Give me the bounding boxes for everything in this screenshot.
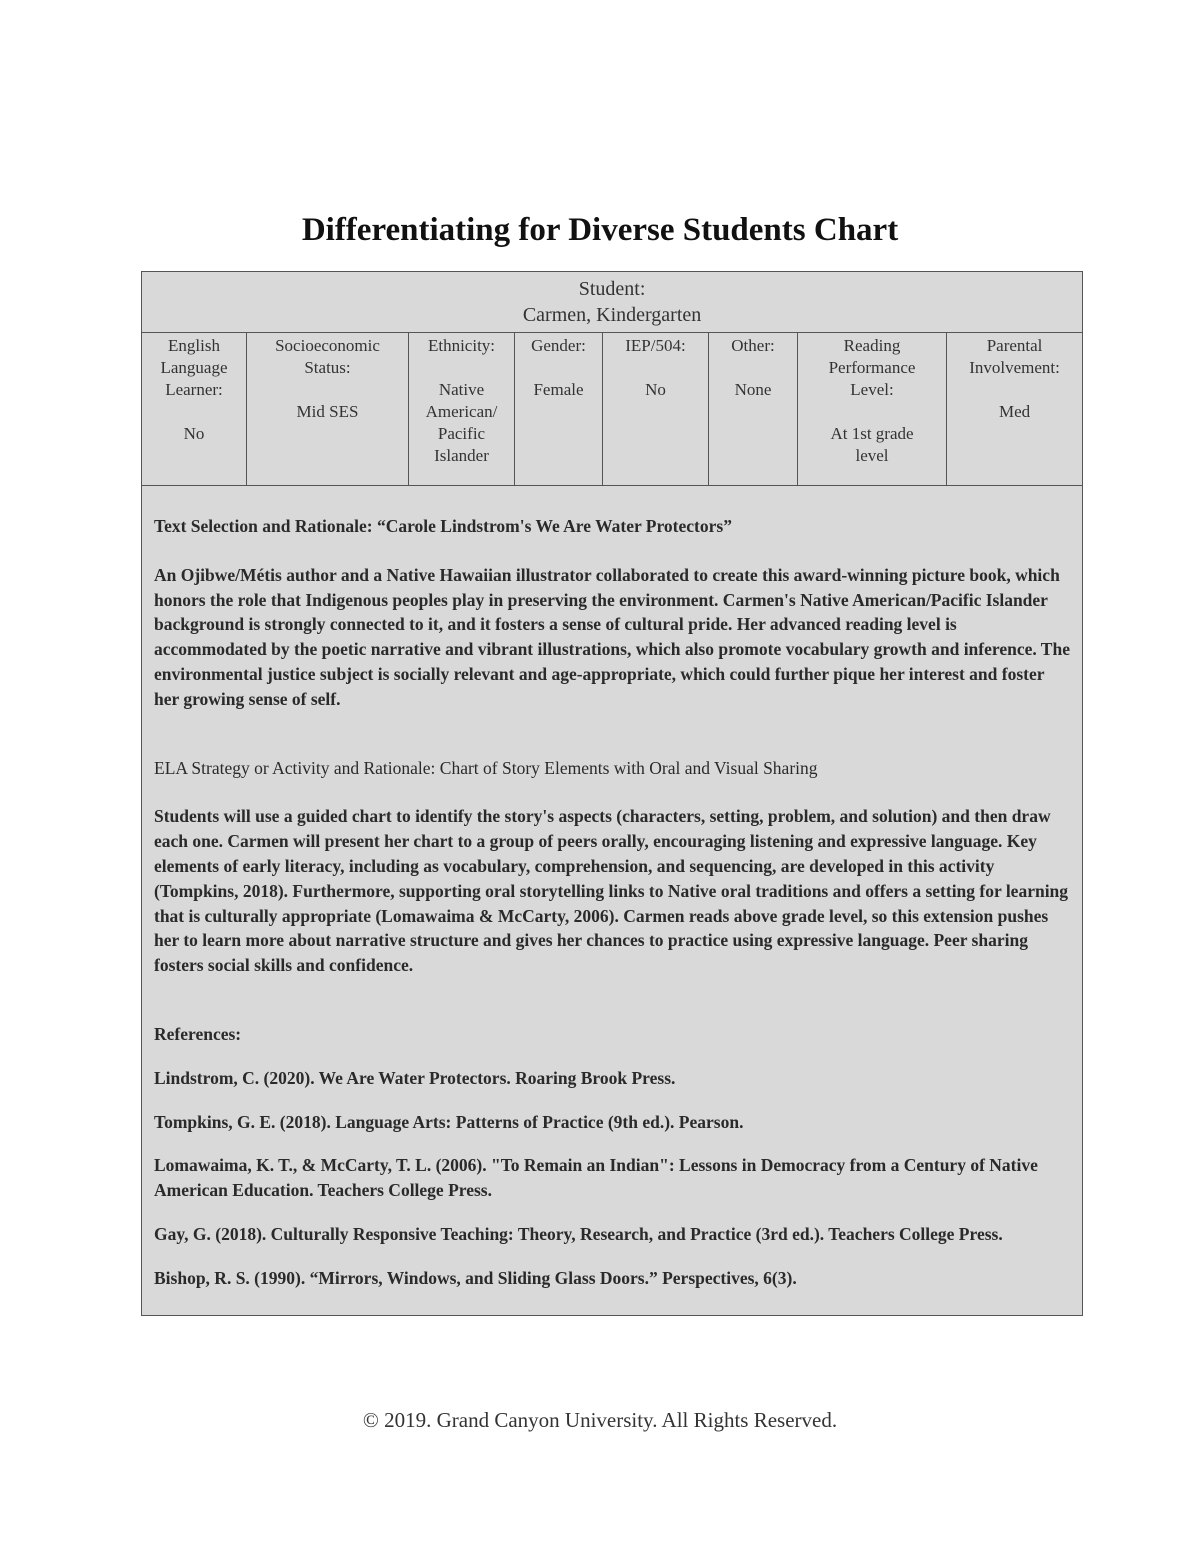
copyright-footer: © 2019. Grand Canyon University. All Rights Reserved. (362, 1408, 838, 1432)
attr-value: Female (533, 380, 584, 399)
attr-label: Other: (731, 336, 775, 355)
attributes-row (142, 333, 1083, 486)
student-cell (142, 272, 1083, 333)
attr-value: At 1st grade level (830, 424, 914, 465)
attr-label: English Language Learner: (160, 336, 228, 399)
reference-item: Bishop, R. S. (1990). “Mirrors, Windows, and Sliding Glass Doors.” Perspectives, 6(3). (154, 1267, 797, 1288)
attr-ses (247, 333, 409, 486)
attr-ethnicity (409, 333, 515, 486)
attr-label: Socioeconomic Status: (275, 336, 380, 377)
reference-item: Lomawaima, K. T., & McCarty, T. L. (2006). "To Remain an Indian": Lessons in Democracy from a Century of Native American Education. Teachers College Press. (154, 1155, 1038, 1201)
student-label: Student: (578, 278, 646, 300)
attr-label: Parental Involvement: (969, 336, 1060, 377)
strategy-heading: ELA Strategy or Activity and Rationale: Chart of Story Elements with Oral and Visual Sharing (154, 757, 818, 778)
attr-label: Reading Performance Level: (828, 336, 916, 399)
attr-label: Ethnicity: (427, 336, 496, 355)
attr-value: Mid SES (296, 402, 359, 421)
attr-value: Native American/ Pacific Islander (425, 380, 498, 465)
attr-gender (515, 333, 603, 486)
text-selection-heading: Text Selection and Rationale: “Carole Lindstrom's We Are Water Protectors” (154, 516, 732, 536)
attr-ell (142, 333, 247, 486)
attr-value: No (183, 424, 205, 443)
text-selection-body: An Ojibwe/Métis author and a Native Hawaiian illustrator collaborated to create this award-winning picture book, which honors the role that Indigenous peoples play in preserving the environment. Carmen's Native American/Pacific Islander background is strongly connected to it, and it fosters a sense of cultural pride. Her advanced reading level is accommodated by the poetic narrative and vibrant illustrations, which also promote vocabulary growth and inference. The environmental justice subject is socially relevant and age-appropriate, which could further pique her interest and foster her growing sense of self. (154, 564, 1070, 709)
attr-other (709, 333, 798, 486)
reference-item: Lindstrom, C. (2020). We Are Water Protectors. Roaring Brook Press. (154, 1067, 676, 1088)
content-row (142, 486, 1083, 1316)
page-title: Differentiating for Diverse Students Chart (301, 212, 899, 248)
attr-value: Med (998, 402, 1031, 421)
attr-value: None (734, 380, 772, 399)
reference-item: Tompkins, G. E. (2018). Language Arts: Patterns of Practice (9th ed.). Pearson. (154, 1111, 744, 1132)
differentiation-chart (141, 271, 1083, 1316)
content-cell (142, 486, 1083, 1316)
attr-label: Gender: (531, 336, 586, 355)
strategy-body: Students will use a guided chart to identify the story's aspects (characters, setting, problem, and solution) and then draw each one. Carmen will present her chart to a group of peers orally, encouraging listening and expressive language. Key elements of early literacy, including as vocabulary, comprehension, and sequencing, are developed in this activity (Tompkins, 2018). Furthermore, supporting oral storytelling links to Native oral traditions and offers a setting for learning that is culturally appropriate (Lomawaima & McCarty, 2006). Carmen reads above grade level, so this extension pushes her to learn more about narrative structure and gives her chances to practice using expressive language. Peer sharing fosters social skills and confidence. (154, 806, 1069, 976)
references-heading: References: (154, 1023, 242, 1044)
attr-label: IEP/504: (625, 336, 686, 355)
reference-item: Gay, G. (2018). Culturally Responsive Teaching: Theory, Research, and Practice (3rd ed.). Teachers College Press. (154, 1223, 1003, 1244)
student-row (142, 272, 1083, 333)
attr-reading-level (798, 333, 947, 486)
attr-iep (603, 333, 709, 486)
student-value: Carmen, Kindergarten (522, 304, 702, 326)
attr-value: No (645, 380, 666, 399)
attr-parental-involvement (947, 333, 1083, 486)
